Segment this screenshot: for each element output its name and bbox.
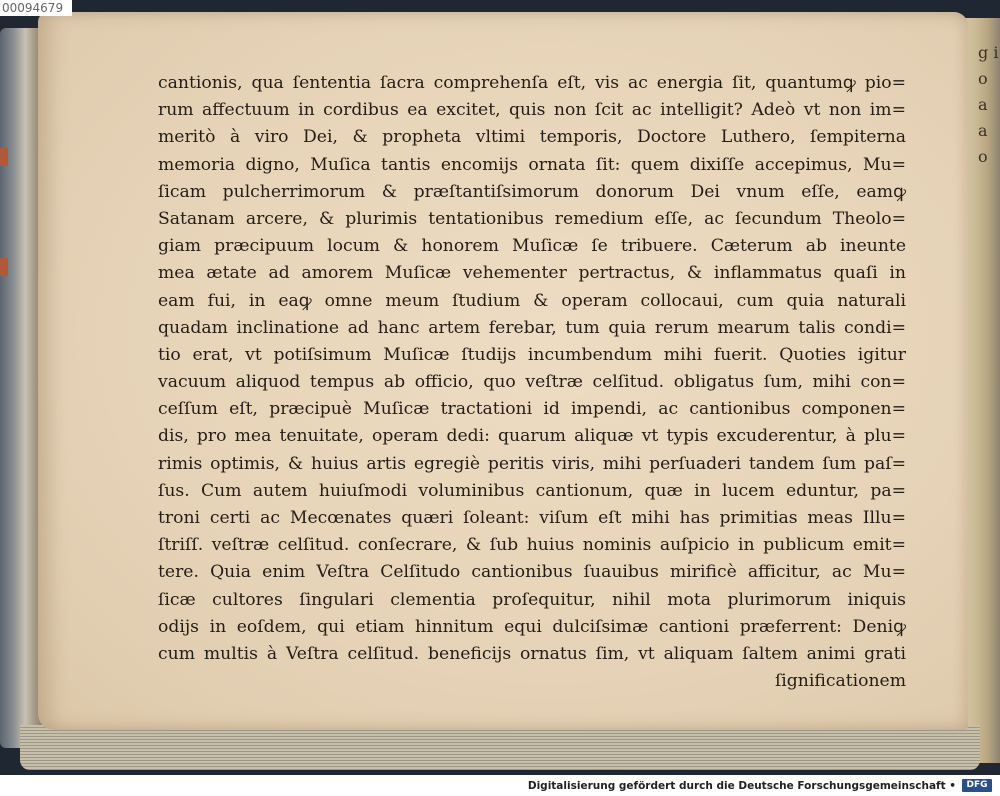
text-line: ſtriſſ. veſtræ celſitud. conſecrare, & ſub huius nominis auſpicio in publicum emit= [158,535,906,556]
text-line: tere. Quia enim Veſtra Celſitudo cantionibus ſuauibus mirificè afficitur, ac Mu= [158,562,906,583]
text-line: dis, pro mea tenuitate, operam dedi: quarum aliquæ vt typis excuderentur, à plu= [158,426,906,447]
text-line: quadam inclinatione ad hanc artem ferebar, tum quia rerum mearum talis condi= [158,317,906,338]
binding-tab [0,258,8,276]
text-line: tio erat, vt potiſsimum Muſicæ ſtudijs incumbendum mihi fuerit. Quoties igitur [158,344,906,365]
text-line: rimis optimis, & huius artis egregiè peritis viris, mihi perſuaderi tandem ſum paſ= [158,453,906,474]
text-line: ſicam pulcherrimorum & præſtantiſsimorum donorum Dei vnum eſſe, eamꝙ [158,181,906,202]
text-line: ſus. Cum autem huiuſmodi voluminibus cantionum, quæ in lucem eduntur, pa= [158,480,906,501]
text-line: ceſſum eſt, præcipuè Muſicæ tractationi id impendi, ac cantionibus componen= [158,399,906,420]
text-line: memoria digno, Muſica tantis encomijs ornata ſit: quem dixiſſe accepimus, Mu= [158,154,906,175]
text-line: eam fui, in eaꝙ omne meum ſtudium & operam collocaui, cum quia naturali [158,290,906,311]
facing-page-text: g i o a a o [978,43,999,166]
body-text [158,70,906,695]
text-line: ſicæ cultores ſingulari clementia proſequitur, nihil mota plurimorum iniquis [158,589,906,610]
page-stack [20,725,980,770]
dfg-logo-icon: DFG [962,779,992,792]
text-line: cantionis, qua ſententia ſacra comprehenſa eſt, vis ac energia ſit, quantumꝙ pio= [158,73,906,93]
text-line: ſignificationem [774,671,906,692]
footer-credit: Digitalisierung gefördert durch die Deutsche Forschungsgemeinschaft • [527,780,956,792]
text-line: troni certi ac Mecœnates quæri ſoleant: viſum eſt mihi has primitias meas Illu= [158,508,906,528]
binding-tab [0,148,8,166]
text-line: cum multis à Veſtra celſitud. beneficijs ornatus ſim, vt aliquam ſaltem animi grati [158,643,906,664]
scan-id-label: 00094679 [0,0,72,16]
text-line: odijs in eoſdem, qui etiam hinnitum equi dulciſsimæ cantioni præferrent: Deniꝙ [158,616,906,637]
text-line: Satanam arcere, & plurimis tentationibus remedium eſſe, ac ſecundum Theolo= [158,208,906,229]
text-line: mea ætate ad amorem Muſicæ vehementer pertractus, & inflammatus quaſi in [158,263,906,284]
text-line: meritò à viro Dei, & propheta vltimi temporis, Doctore Luthero, ſempiterna [158,127,906,148]
text-line: giam præcipuum locum & honorem Muſicæ ſe tribuere. Cæterum ab ineunte [158,236,906,257]
text-line: vacuum aliquod tempus ab officio, quo veſtræ celſitud. obligatus ſum, mihi con= [158,372,906,393]
text-line: rum affectuum in cordibus ea excitet, quis non ſcit ac intelligit? Adeò vt non im= [158,100,906,121]
